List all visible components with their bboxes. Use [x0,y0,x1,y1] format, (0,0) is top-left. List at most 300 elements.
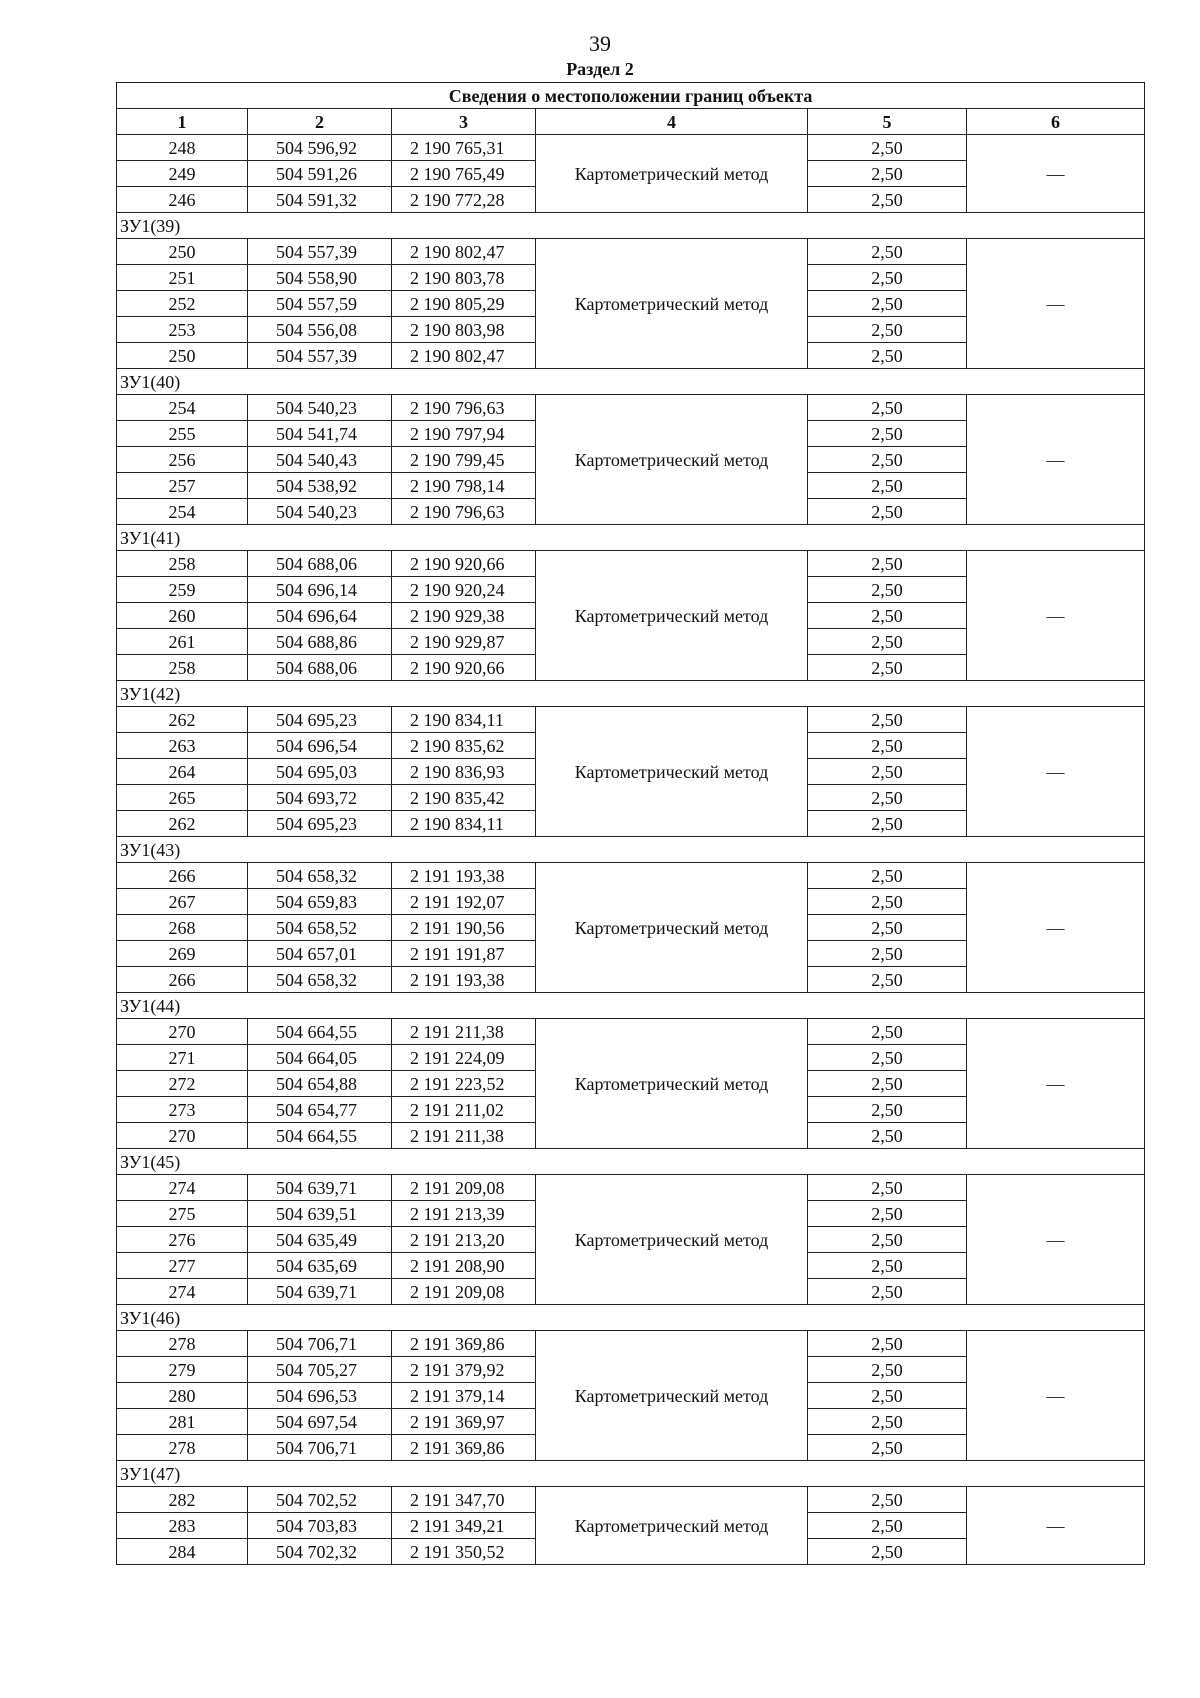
coordinate-y-value: 2 190 772,28 [410,189,505,210]
coordinate-y-value: 2 191 209,08 [410,1281,505,1302]
coordinate-x [248,785,392,811]
coordinate-x [248,915,392,941]
coordinate-y-value: 2 191 193,38 [410,969,505,990]
accuracy-value: 2,50 [808,603,967,629]
coordinate-y-value: 2 190 805,29 [410,293,505,314]
table-body [117,135,1145,1565]
table-row [117,239,1145,265]
column-number: 5 [808,109,967,135]
point-number: 248 [117,135,248,161]
group-label: ЗУ1(44) [117,993,1145,1019]
point-number: 260 [117,603,248,629]
coordinate-y [392,1409,536,1435]
coordinate-x [248,759,392,785]
coordinate-x-value: 504 658,32 [276,865,357,886]
coordinate-y-value: 2 190 802,47 [410,345,505,366]
coordinate-y [392,161,536,187]
group-label: ЗУ1(42) [117,681,1145,707]
group-header-row [117,213,1145,239]
coordinate-y [392,1487,536,1513]
point-number: 283 [117,1513,248,1539]
coordinate-y-value: 2 190 835,42 [410,787,505,808]
coordinate-x-value: 504 538,92 [276,475,357,496]
group-label: ЗУ1(46) [117,1305,1145,1331]
dash-cell: — [967,1019,1145,1149]
coordinate-x-value: 504 696,64 [276,605,357,626]
coordinate-y-value: 2 190 796,63 [410,501,505,522]
coordinate-x-value: 504 702,32 [276,1541,357,1562]
coordinate-x [248,1383,392,1409]
boundary-coordinates-table [116,82,1145,1565]
coordinate-y-value: 2 191 211,38 [410,1125,504,1146]
coordinate-y [392,1019,536,1045]
coordinate-x-value: 504 696,54 [276,735,357,756]
coordinate-y [392,1513,536,1539]
accuracy-value: 2,50 [808,1253,967,1279]
coordinate-x-value: 504 658,32 [276,969,357,990]
accuracy-value: 2,50 [808,1071,967,1097]
point-number: 268 [117,915,248,941]
coordinate-y-value: 2 190 835,62 [410,735,505,756]
coordinate-y [392,967,536,993]
coordinate-y-value: 2 191 379,14 [410,1385,505,1406]
method-cell: Картометрический метод [536,135,808,213]
accuracy-value: 2,50 [808,239,967,265]
group-label: ЗУ1(43) [117,837,1145,863]
coordinate-x [248,1487,392,1513]
coordinate-y-value: 2 191 190,56 [410,917,505,938]
coordinate-y-value: 2 190 765,49 [410,163,505,184]
accuracy-value: 2,50 [808,447,967,473]
method-cell: Картометрический метод [536,707,808,837]
coordinate-y-value: 2 191 224,09 [410,1047,505,1068]
coordinate-x-value: 504 654,77 [276,1099,357,1120]
group-header-row [117,1305,1145,1331]
point-number: 267 [117,889,248,915]
coordinate-y [392,1201,536,1227]
accuracy-value: 2,50 [808,1357,967,1383]
coordinate-x-value: 504 695,23 [276,813,357,834]
accuracy-value: 2,50 [808,551,967,577]
coordinate-y-value: 2 191 191,87 [410,943,505,964]
point-number: 254 [117,499,248,525]
coordinate-y-value: 2 190 920,24 [410,579,505,600]
point-number: 272 [117,1071,248,1097]
coordinate-x [248,1253,392,1279]
point-number: 259 [117,577,248,603]
dash-cell: — [967,707,1145,837]
point-number: 280 [117,1383,248,1409]
accuracy-value: 2,50 [808,941,967,967]
coordinate-y [392,1383,536,1409]
coordinate-x [248,1123,392,1149]
coordinate-y-value: 2 190 797,94 [410,423,505,444]
coordinate-x-value: 504 697,54 [276,1411,357,1432]
dash-cell: — [967,863,1145,993]
accuracy-value: 2,50 [808,785,967,811]
coordinate-x-value: 504 695,03 [276,761,357,782]
coordinate-y [392,265,536,291]
coordinate-y [392,291,536,317]
coordinate-x-value: 504 639,51 [276,1203,357,1224]
coordinate-x-value: 504 703,83 [276,1515,357,1536]
coordinate-y-value: 2 191 209,08 [410,1177,505,1198]
accuracy-value: 2,50 [808,1487,967,1513]
point-number: 255 [117,421,248,447]
column-number: 1 [117,109,248,135]
coordinate-x [248,1019,392,1045]
column-number: 6 [967,109,1145,135]
coordinate-y [392,421,536,447]
coordinate-y [392,889,536,915]
accuracy-value: 2,50 [808,1409,967,1435]
coordinate-x-value: 504 706,71 [276,1437,357,1458]
coordinate-x [248,889,392,915]
coordinate-x [248,1539,392,1565]
accuracy-value: 2,50 [808,629,967,655]
coordinate-x [248,473,392,499]
accuracy-value: 2,50 [808,1097,967,1123]
coordinate-y-value: 2 191 350,52 [410,1541,505,1562]
coordinate-x-value: 504 591,32 [276,189,357,210]
coordinate-x [248,447,392,473]
group-label: ЗУ1(41) [117,525,1145,551]
method-cell: Картометрический метод [536,551,808,681]
coordinate-x [248,1071,392,1097]
point-number: 252 [117,291,248,317]
table-row [117,1331,1145,1357]
accuracy-value: 2,50 [808,707,967,733]
coordinate-y-value: 2 190 796,63 [410,397,505,418]
point-number: 257 [117,473,248,499]
group-header-row [117,1461,1145,1487]
method-cell: Картометрический метод [536,239,808,369]
point-number: 262 [117,707,248,733]
point-number: 284 [117,1539,248,1565]
coordinate-x [248,343,392,369]
coordinate-y [392,447,536,473]
coordinate-y [392,1539,536,1565]
coordinate-x [248,941,392,967]
coordinate-y [392,655,536,681]
coordinate-y [392,239,536,265]
coordinate-y [392,1227,536,1253]
accuracy-value: 2,50 [808,499,967,525]
coordinate-y [392,759,536,785]
method-cell: Картометрический метод [536,395,808,525]
accuracy-value: 2,50 [808,1383,967,1409]
coordinate-x [248,733,392,759]
coordinate-x [248,1227,392,1253]
coordinate-y-value: 2 191 379,92 [410,1359,505,1380]
table-row [117,707,1145,733]
coordinate-x-value: 504 639,71 [276,1177,357,1198]
point-number: 278 [117,1331,248,1357]
point-number: 282 [117,1487,248,1513]
dash-cell: — [967,239,1145,369]
accuracy-value: 2,50 [808,915,967,941]
coordinate-x [248,239,392,265]
method-cell: Картометрический метод [536,1487,808,1565]
accuracy-value: 2,50 [808,1201,967,1227]
group-header-row [117,993,1145,1019]
coordinate-x-value: 504 635,49 [276,1229,357,1250]
accuracy-value: 2,50 [808,1227,967,1253]
coordinate-x-value: 504 540,23 [276,501,357,522]
point-number: 253 [117,317,248,343]
point-number: 262 [117,811,248,837]
point-number: 266 [117,863,248,889]
coordinate-y-value: 2 190 799,45 [410,449,505,470]
coordinate-y [392,343,536,369]
coordinate-y-value: 2 190 920,66 [410,657,505,678]
coordinate-x [248,265,392,291]
point-number: 250 [117,239,248,265]
group-label: ЗУ1(40) [117,369,1145,395]
point-number: 251 [117,265,248,291]
coordinate-x-value: 504 702,52 [276,1489,357,1510]
point-number: 275 [117,1201,248,1227]
coordinate-y [392,499,536,525]
point-number: 261 [117,629,248,655]
coordinate-x-value: 504 659,83 [276,891,357,912]
coordinate-y-value: 2 191 213,39 [410,1203,505,1224]
coordinate-x [248,811,392,837]
method-cell: Картометрический метод [536,1019,808,1149]
coordinate-y [392,863,536,889]
coordinate-x [248,499,392,525]
accuracy-value: 2,50 [808,733,967,759]
accuracy-value: 2,50 [808,1019,967,1045]
coordinate-x-value: 504 664,05 [276,1047,357,1068]
coordinate-y [392,629,536,655]
point-number: 256 [117,447,248,473]
coordinate-x [248,655,392,681]
coordinate-x-value: 504 540,43 [276,449,357,470]
coordinate-x [248,135,392,161]
coordinate-x-value: 504 596,92 [276,137,357,158]
accuracy-value: 2,50 [808,577,967,603]
coordinate-y-value: 2 190 834,11 [410,709,504,730]
coordinate-x-value: 504 556,08 [276,319,357,340]
accuracy-value: 2,50 [808,317,967,343]
coordinate-x-value: 504 664,55 [276,1021,357,1042]
coordinate-y [392,1357,536,1383]
group-header-row [117,1149,1145,1175]
coordinate-x-value: 504 635,69 [276,1255,357,1276]
coordinate-y [392,395,536,421]
coordinate-y [392,941,536,967]
coordinate-y [392,1279,536,1305]
coordinate-x [248,551,392,577]
coordinate-y-value: 2 190 798,14 [410,475,505,496]
coordinate-x [248,707,392,733]
coordinate-y-value: 2 191 369,97 [410,1411,505,1432]
point-number: 265 [117,785,248,811]
point-number: 279 [117,1357,248,1383]
point-number: 281 [117,1409,248,1435]
coordinate-y-value: 2 190 836,93 [410,761,505,782]
accuracy-value: 2,50 [808,967,967,993]
point-number: 263 [117,733,248,759]
coordinate-y-value: 2 191 213,20 [410,1229,505,1250]
coordinate-y-value: 2 191 211,38 [410,1021,504,1042]
coordinate-y-value: 2 191 211,02 [410,1099,504,1120]
coordinate-x-value: 504 557,59 [276,293,357,314]
coordinate-x-value: 504 696,14 [276,579,357,600]
accuracy-value: 2,50 [808,1331,967,1357]
coordinate-x-value: 504 591,26 [276,163,357,184]
coordinate-y [392,577,536,603]
coordinate-x [248,1409,392,1435]
coordinate-x [248,291,392,317]
coordinate-y [392,1175,536,1201]
point-number: 276 [117,1227,248,1253]
accuracy-value: 2,50 [808,1045,967,1071]
coordinate-y-value: 2 191 223,52 [410,1073,505,1094]
coordinate-x [248,1357,392,1383]
coordinate-y [392,187,536,213]
coordinate-y [392,1435,536,1461]
coordinate-x-value: 504 695,23 [276,709,357,730]
coordinate-y [392,1097,536,1123]
point-number: 266 [117,967,248,993]
group-header-row [117,837,1145,863]
coordinate-x [248,1201,392,1227]
coordinate-x-value: 504 654,88 [276,1073,357,1094]
point-number: 246 [117,187,248,213]
coordinate-y-value: 2 190 929,87 [410,631,505,652]
accuracy-value: 2,50 [808,421,967,447]
point-number: 274 [117,1175,248,1201]
table-row [117,395,1145,421]
coordinate-y [392,1123,536,1149]
dash-cell: — [967,551,1145,681]
coordinate-y-value: 2 190 920,66 [410,553,505,574]
coordinate-y [392,733,536,759]
accuracy-value: 2,50 [808,759,967,785]
coordinate-y [392,551,536,577]
coordinate-y-value: 2 190 765,31 [410,137,505,158]
accuracy-value: 2,50 [808,1435,967,1461]
coordinate-x-value: 504 557,39 [276,241,357,262]
coordinate-x [248,1513,392,1539]
group-header-row [117,681,1145,707]
table-row [117,1175,1145,1201]
table-row [117,863,1145,889]
coordinate-y-value: 2 191 349,21 [410,1515,505,1536]
coordinate-x [248,1279,392,1305]
method-cell: Картометрический метод [536,1331,808,1461]
dash-cell: — [967,1331,1145,1461]
coordinate-x [248,1097,392,1123]
point-number: 278 [117,1435,248,1461]
method-cell: Картометрический метод [536,1175,808,1305]
coordinate-x-value: 504 705,27 [276,1359,357,1380]
table-row [117,1019,1145,1045]
coordinate-x [248,1045,392,1071]
coordinate-y-value: 2 191 208,90 [410,1255,505,1276]
dash-cell: — [967,1487,1145,1565]
coordinate-x [248,187,392,213]
coordinate-x-value: 504 657,01 [276,943,357,964]
coordinate-x-value: 504 688,86 [276,631,357,652]
coordinate-y [392,1045,536,1071]
coordinate-x-value: 504 688,06 [276,553,357,574]
coordinate-y [392,785,536,811]
coordinate-x-value: 504 540,23 [276,397,357,418]
point-number: 277 [117,1253,248,1279]
coordinate-x [248,863,392,889]
group-label: ЗУ1(45) [117,1149,1145,1175]
coordinate-y [392,1253,536,1279]
coordinate-x-value: 504 664,55 [276,1125,357,1146]
coordinate-x [248,603,392,629]
column-number: 2 [248,109,392,135]
group-label: ЗУ1(39) [117,213,1145,239]
coordinate-x-value: 504 693,72 [276,787,357,808]
dash-cell: — [967,395,1145,525]
coordinate-y [392,1331,536,1357]
accuracy-value: 2,50 [808,889,967,915]
column-number: 3 [392,109,536,135]
coordinate-y [392,473,536,499]
point-number: 258 [117,551,248,577]
column-number: 4 [536,109,808,135]
section-title: Раздел 2 [566,59,634,79]
accuracy-value: 2,50 [808,1279,967,1305]
coordinate-x [248,395,392,421]
coordinate-x-value: 504 688,06 [276,657,357,678]
coordinate-y [392,811,536,837]
group-header-row [117,525,1145,551]
accuracy-value: 2,50 [808,343,967,369]
point-number: 258 [117,655,248,681]
point-number: 273 [117,1097,248,1123]
coordinate-y [392,317,536,343]
accuracy-value: 2,50 [808,655,967,681]
accuracy-value: 2,50 [808,1513,967,1539]
coordinate-y [392,603,536,629]
point-number: 264 [117,759,248,785]
method-cell: Картометрический метод [536,863,808,993]
accuracy-value: 2,50 [808,863,967,889]
coordinate-x [248,421,392,447]
coordinate-y-value: 2 191 192,07 [410,891,505,912]
coordinate-y-value: 2 190 834,11 [410,813,504,834]
coordinate-x [248,577,392,603]
coordinate-y-value: 2 191 347,70 [410,1489,505,1510]
coordinate-y-value: 2 190 929,38 [410,605,505,626]
coordinate-y [392,135,536,161]
accuracy-value: 2,50 [808,135,967,161]
table-row [117,135,1145,161]
accuracy-value: 2,50 [808,291,967,317]
table-title: Сведения о местоположении границ объекта [117,83,1145,109]
coordinate-x [248,317,392,343]
table-row [117,551,1145,577]
accuracy-value: 2,50 [808,811,967,837]
accuracy-value: 2,50 [808,395,967,421]
point-number: 271 [117,1045,248,1071]
coordinate-x-value: 504 541,74 [276,423,357,444]
coordinate-y-value: 2 190 803,98 [410,319,505,340]
coordinate-y-value: 2 190 803,78 [410,267,505,288]
point-number: 269 [117,941,248,967]
group-header-row [117,369,1145,395]
table-row [117,1487,1145,1513]
coordinate-y-value: 2 191 369,86 [410,1437,505,1458]
